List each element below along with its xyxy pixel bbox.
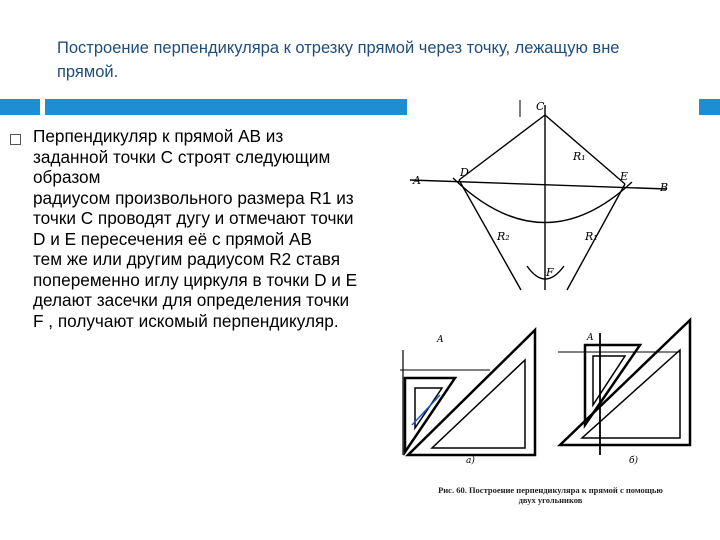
label-d: D (460, 166, 469, 179)
label-r1-lower: R₁ (585, 230, 598, 243)
label-subfig-a: а) (466, 456, 475, 466)
bullet-paragraph-intro: Перпендикуляр к прямой АВ из заданной точки С строят следующим образом (33, 126, 331, 187)
radius-line-df (459, 180, 521, 290)
accent-bar-main (45, 99, 407, 115)
compass-construction (410, 100, 667, 290)
construction-figure (395, 95, 700, 525)
figure-caption: Рис. 60. Построение перпендикуляра к прямой с помощью двух угольников (438, 485, 663, 505)
label-b: B (660, 181, 669, 194)
label-c: C (536, 100, 545, 113)
label-a-fig-b: A (587, 333, 594, 343)
slide-title: Построение перпендикуляра к отрезку прямой через точку, лежащую вне прямой. (57, 39, 620, 81)
bullet-paragraph-step2: тем же или другим радиусом R2 ставя попеременно иглу циркуля в точки D и Е делают засечки для определения точки F , получают искомый перпендикуляр. (33, 249, 358, 331)
label-f: F (546, 266, 554, 279)
bullet-paragraph-step1: радиусом произвольного размера R1 из точки С проводят дугу и отмечают точки D и Е пересечения её с прямой АВ (33, 187, 354, 249)
label-r2: R₂ (497, 230, 510, 243)
set-square-figure-b (558, 320, 690, 455)
label-e: E (620, 170, 629, 183)
label-a: A (413, 174, 421, 187)
label-r1: R₁ (573, 150, 586, 163)
radius-line-cd (459, 115, 545, 180)
bullet-square-icon (10, 134, 21, 145)
set-square-figure-a (400, 330, 535, 455)
label-subfig-b: б) (629, 456, 639, 466)
accent-bar-right (699, 99, 720, 115)
accent-bar-left (0, 99, 40, 115)
bullet-text (33, 126, 363, 331)
label-a-fig-a: A (437, 335, 444, 345)
